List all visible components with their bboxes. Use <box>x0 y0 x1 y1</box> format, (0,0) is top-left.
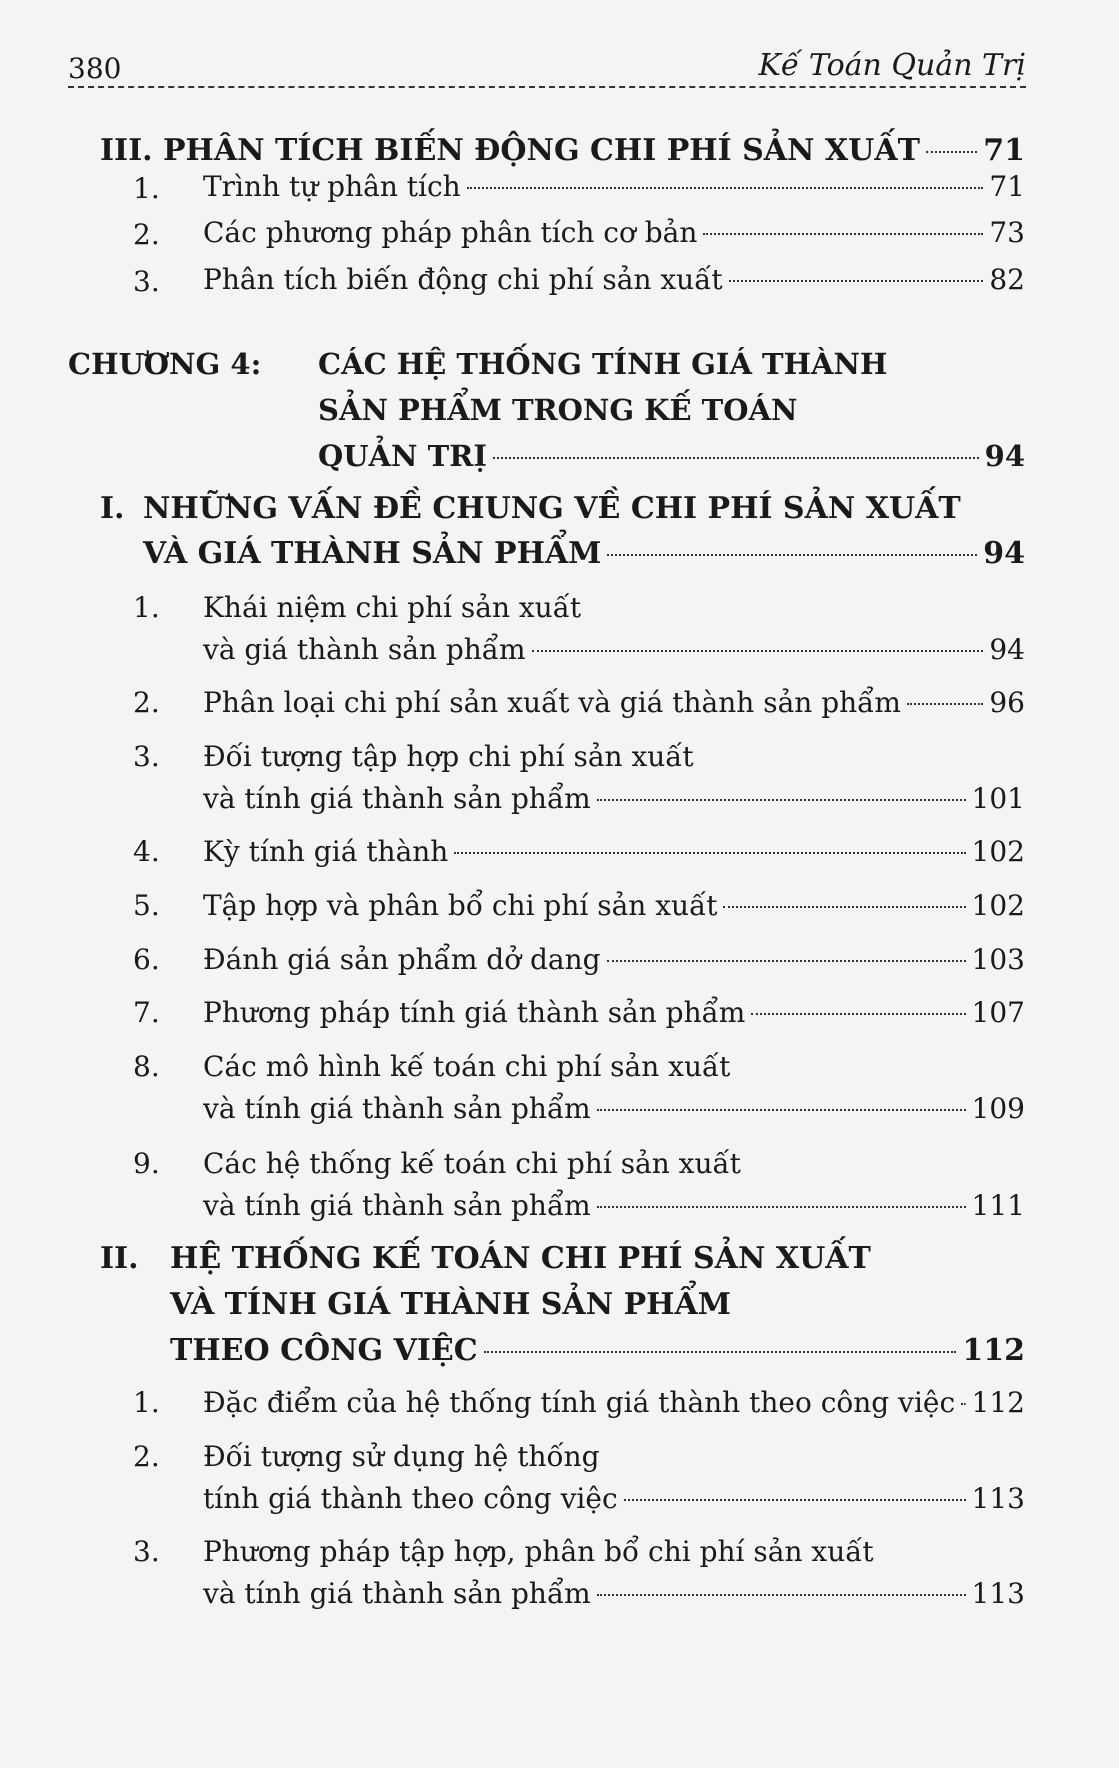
chapter-title-line: CÁC HỆ THỐNG TÍNH GIÁ THÀNH <box>318 347 888 381</box>
toc-entry: và tính giá thành sản phẩm 111 <box>203 1189 1025 1222</box>
chapter-title-line: SẢN PHẨM TRONG KẾ TOÁN <box>318 393 798 427</box>
section-title-line: VÀ TÍNH GIÁ THÀNH SẢN PHẨM <box>170 1287 731 1322</box>
section-title-line: HỆ THỐNG KẾ TOÁN CHI PHÍ SẢN XUẤT <box>170 1241 871 1276</box>
item-title-line: Các mô hình kế toán chi phí sản xuất <box>203 1050 731 1083</box>
item-title-line: Đối tượng sử dụng hệ thống <box>203 1440 600 1473</box>
toc-entry: Trình tự phân tích 71 <box>203 170 1025 203</box>
toc-entry: Đặc điểm của hệ thống tính giá thành theo công việc 112 <box>203 1386 1025 1419</box>
item-number: 7. <box>133 996 160 1029</box>
toc-entry: Phân loại chi phí sản xuất và giá thành sản phẩm 96 <box>203 686 1025 719</box>
toc-entry: Đánh giá sản phẩm dở dang 103 <box>203 943 1025 976</box>
toc-entry: VÀ GIÁ THÀNH SẢN PHẨM 94 <box>143 536 1025 571</box>
toc-entry: Tập hợp và phân bổ chi phí sản xuất 102 <box>203 889 1025 922</box>
toc-entry: và tính giá thành sản phẩm 109 <box>203 1092 1025 1125</box>
item-number: 2. <box>133 686 160 719</box>
toc-entry: III. PHÂN TÍCH BIẾN ĐỘNG CHI PHÍ SẢN XUẤT 71 <box>100 133 1025 168</box>
item-number: 4. <box>133 835 160 868</box>
book-page: 380 Kế Toán Quản Trị III. PHÂN TÍCH BIẾN ĐỘNG CHI PHÍ SẢN XUẤT 71 1. 2. 3. Trình tự phân tích 71 Các phương pháp phân tích cơ bản 73 Phân tích biến động chi phí sản xuất 82 CHƯƠNG 4: CÁC HỆ THỐNG TÍNH GIÁ THÀNH SẢN PHẨM TRONG KẾ TOÁN QUẢN TRỊ 94 I. NHỮNG VẤN ĐỀ CHUNG VỀ CHI PHÍ SẢN XUẤT VÀ GIÁ THÀNH SẢN PHẨM 94 1. Khái niệm chi phí sản xuất và giá thành sản phẩm 94 2. Phân loại chi phí sản xuất và giá thành sản phẩm 96 3. Đối tượng tập hợp chi phí sản xuất và tính giá thành sản phẩm 101 4. Kỳ tính giá thành 102 5. Tập hợp và phân bổ chi phí sản xuất 102 6. Đánh giá sản phẩm dở dang 103 7. Phương pháp tính giá thành sản phẩm 107 8. Các mô hình kế toán chi phí sản xuất và tính giá thành sản phẩm 109 9. Các hệ thống kế toán chi phí sản xuất và tính giá thành sản phẩm 111 II. HỆ THỐNG KẾ TOÁN CHI PHÍ SẢN XUẤT VÀ TÍNH GIÁ THÀNH SẢN PHẨM THEO CÔNG VIỆC 112 1. Đặc điểm của hệ thống tính giá thành theo công việc 112 2. Đối tượng sử dụng hệ thống tính giá thành theo công việc 113 3. Phương pháp tập hợp, phân bổ chi phí sản xuất và tính giá thành sản phẩm 113 <box>0 0 1119 1768</box>
section-title-line: NHỮNG VẤN ĐỀ CHUNG VỀ CHI PHÍ SẢN XUẤT <box>143 491 961 526</box>
toc-entry: QUẢN TRỊ 94 <box>318 439 1025 473</box>
toc-entry: Các phương pháp phân tích cơ bản 73 <box>203 216 1025 249</box>
section-number: II. <box>100 1241 139 1276</box>
item-title-line: Phương pháp tập hợp, phân bổ chi phí sản xuất <box>203 1535 874 1568</box>
toc-entry: và tính giá thành sản phẩm 101 <box>203 782 1025 815</box>
toc-entry: Phân tích biến động chi phí sản xuất 82 <box>203 263 1025 296</box>
running-title: Kế Toán Quản Trị <box>758 48 1026 83</box>
item-number: 1. <box>133 591 160 624</box>
item-number: 8. <box>133 1050 160 1083</box>
toc-entry: và tính giá thành sản phẩm 113 <box>203 1577 1025 1610</box>
toc-entry: Phương pháp tính giá thành sản phẩm 107 <box>203 996 1025 1029</box>
item-title-line: Các hệ thống kế toán chi phí sản xuất <box>203 1147 741 1180</box>
toc-entry: tính giá thành theo công việc 113 <box>203 1482 1025 1515</box>
item-number: 9. <box>133 1147 160 1180</box>
chapter-number: CHƯƠNG 4: <box>68 347 262 381</box>
item-title-line: Khái niệm chi phí sản xuất <box>203 591 582 624</box>
page-number: 380 <box>68 52 122 85</box>
item-number: 3. <box>133 1535 160 1568</box>
item-title-line: Đối tượng tập hợp chi phí sản xuất <box>203 740 694 773</box>
section-number: I. <box>100 491 125 526</box>
item-number: 1. <box>133 1386 160 1419</box>
item-number: 2. <box>133 1440 160 1473</box>
item-number: 3. <box>133 740 160 773</box>
item-number: 5. <box>133 889 160 922</box>
item-number: 6. <box>133 943 160 976</box>
page-header <box>68 40 1026 90</box>
toc-entry: THEO CÔNG VIỆC 112 <box>170 1333 1025 1368</box>
toc-entry: Kỳ tính giá thành 102 <box>203 835 1025 868</box>
header-rule <box>68 86 1026 88</box>
toc-entry: và giá thành sản phẩm 94 <box>203 633 1025 666</box>
